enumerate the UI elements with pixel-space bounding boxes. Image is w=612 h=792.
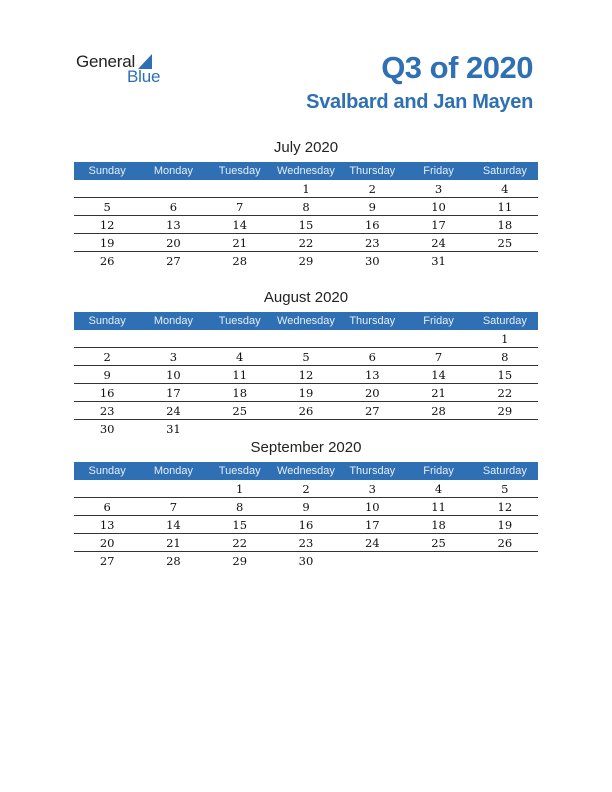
- day-cell: [339, 420, 405, 437]
- day-cell: 22: [298, 236, 314, 250]
- day-cell: 27: [166, 254, 181, 268]
- day-cell: 22: [497, 386, 513, 400]
- day-cell: 6: [169, 200, 178, 214]
- day-cell: 29: [298, 254, 314, 268]
- week-row: [74, 498, 538, 516]
- day-cell: 25: [232, 404, 248, 418]
- day-cell: 4: [236, 350, 244, 364]
- weekday-label: Sunday: [88, 315, 126, 327]
- week-row: [74, 234, 538, 252]
- day-cell: 18: [431, 518, 446, 532]
- day-cell: 2: [368, 182, 376, 196]
- day-cell: 1: [236, 482, 244, 496]
- weekday-label: Tuesday: [218, 315, 261, 327]
- day-cell: [273, 420, 339, 437]
- day-cell: 20: [364, 386, 380, 400]
- day-cell: [339, 330, 405, 347]
- weekday-label: Saturday: [482, 165, 527, 177]
- day-cell: 23: [99, 404, 115, 418]
- day-cell: 17: [364, 518, 380, 532]
- day-cell: [207, 330, 273, 347]
- day-cell: 5: [501, 482, 509, 496]
- weekday-label: Tuesday: [218, 465, 261, 477]
- day-cell: 6: [103, 500, 111, 514]
- day-cell: 28: [232, 254, 248, 268]
- month-calendar: [74, 137, 538, 269]
- week-row: [74, 330, 538, 348]
- week-row: [74, 216, 538, 234]
- week-row: [74, 252, 538, 269]
- day-cell: 17: [431, 218, 446, 232]
- day-cell: 21: [431, 386, 446, 400]
- week-row: [74, 516, 538, 534]
- page-subtitle: Svalbard and Jan Mayen: [306, 91, 533, 113]
- day-cell: [339, 552, 405, 569]
- weekday-label: Tuesday: [218, 165, 261, 177]
- day-cell: 5: [302, 350, 310, 364]
- day-cell: [405, 420, 471, 437]
- day-cell: 15: [232, 518, 248, 532]
- day-cell: 26: [298, 404, 314, 418]
- weekday-label: Monday: [153, 165, 193, 177]
- weekday-label: Saturday: [482, 315, 527, 327]
- day-cell: 30: [298, 554, 314, 568]
- day-cell: [472, 420, 538, 437]
- day-cell: 10: [364, 500, 380, 514]
- week-row: [74, 552, 538, 569]
- day-cell: 9: [302, 500, 310, 514]
- day-cell: 16: [99, 386, 115, 400]
- day-cell: [140, 330, 206, 347]
- day-cell: 13: [166, 218, 181, 232]
- weekday-label: Thursday: [349, 465, 396, 477]
- week-row: [74, 348, 538, 366]
- month-title: July 2020: [273, 139, 339, 156]
- week-row: [74, 402, 538, 420]
- day-cell: [472, 252, 538, 269]
- day-cell: 3: [434, 182, 443, 196]
- day-cell: 17: [166, 386, 181, 400]
- day-cell: 26: [497, 536, 513, 550]
- week-row: [74, 198, 538, 216]
- day-cell: 13: [99, 518, 115, 532]
- day-cell: 12: [298, 368, 314, 382]
- day-cell: 22: [232, 536, 248, 550]
- day-cell: 12: [497, 500, 513, 514]
- week-row: [74, 420, 538, 437]
- day-cell: 8: [302, 200, 310, 214]
- day-cell: 29: [497, 404, 513, 418]
- week-row: [74, 180, 538, 198]
- week-row: [74, 384, 538, 402]
- weekday-label: Thursday: [349, 315, 396, 327]
- weekday-label: Thursday: [349, 165, 396, 177]
- day-cell: 11: [431, 500, 446, 514]
- weekday-label: Saturday: [482, 465, 527, 477]
- weekday-header-row: [74, 312, 538, 330]
- day-cell: 18: [497, 218, 513, 232]
- day-cell: 14: [232, 218, 248, 232]
- month-title: August 2020: [263, 289, 349, 306]
- day-cell: [140, 480, 206, 497]
- day-cell: 28: [431, 404, 446, 418]
- week-row: [74, 534, 538, 552]
- day-cell: 18: [232, 386, 248, 400]
- day-cell: 23: [298, 536, 314, 550]
- page-title: Q3 of 2020: [381, 50, 533, 85]
- day-cell: 26: [99, 254, 115, 268]
- day-cell: 19: [497, 518, 513, 532]
- day-cell: 3: [169, 350, 178, 364]
- day-cell: 23: [364, 236, 380, 250]
- day-cell: 25: [431, 536, 446, 550]
- day-cell: 16: [364, 218, 380, 232]
- day-cell: [207, 180, 273, 197]
- logo-general-text: General: [76, 52, 136, 71]
- day-cell: 31: [166, 422, 181, 436]
- day-cell: 5: [103, 200, 111, 214]
- day-cell: 24: [166, 404, 181, 418]
- day-cell: 13: [364, 368, 380, 382]
- day-cell: 10: [166, 368, 181, 382]
- weekday-label: Monday: [153, 465, 193, 477]
- weekday-label: Wednesday: [277, 465, 335, 477]
- weekday-label: Wednesday: [277, 165, 335, 177]
- weekday-label: Sunday: [88, 465, 126, 477]
- day-cell: 15: [298, 218, 314, 232]
- day-cell: 27: [99, 554, 115, 568]
- day-cell: 6: [368, 350, 376, 364]
- day-cell: 30: [364, 254, 380, 268]
- day-cell: [74, 180, 140, 197]
- day-cell: 14: [166, 518, 181, 532]
- day-cell: 29: [232, 554, 248, 568]
- day-cell: 31: [431, 254, 446, 268]
- weekday-label: Wednesday: [277, 315, 335, 327]
- day-cell: 8: [501, 350, 509, 364]
- day-cell: 1: [302, 182, 310, 196]
- day-cell: 2: [103, 350, 111, 364]
- day-cell: 15: [497, 368, 513, 382]
- day-cell: 7: [169, 500, 178, 514]
- day-cell: [207, 420, 273, 437]
- month-title: September 2020: [250, 439, 362, 456]
- weekday-header-row: [74, 162, 538, 180]
- day-cell: 8: [236, 500, 244, 514]
- month-calendar: [74, 287, 538, 437]
- day-cell: [74, 480, 140, 497]
- weekday-label: Friday: [423, 165, 454, 177]
- day-cell: 19: [298, 386, 314, 400]
- day-cell: 30: [99, 422, 115, 436]
- day-cell: 7: [236, 200, 244, 214]
- day-cell: 12: [99, 218, 115, 232]
- day-cell: 19: [99, 236, 115, 250]
- day-cell: 9: [368, 200, 376, 214]
- weekday-label: Friday: [423, 465, 454, 477]
- day-cell: [472, 552, 538, 569]
- weekday-label: Friday: [423, 315, 454, 327]
- day-cell: 16: [298, 518, 314, 532]
- day-cell: 4: [501, 182, 509, 196]
- weekday-header-row: [74, 462, 538, 480]
- day-cell: 20: [166, 236, 181, 250]
- day-cell: 25: [497, 236, 513, 250]
- day-cell: 2: [302, 482, 310, 496]
- day-cell: 4: [434, 482, 443, 496]
- week-row: [74, 366, 538, 384]
- weekday-label: Sunday: [88, 165, 126, 177]
- day-cell: 24: [431, 236, 446, 250]
- day-cell: 21: [232, 236, 248, 250]
- day-cell: [74, 330, 140, 347]
- day-cell: 24: [364, 536, 380, 550]
- day-cell: 14: [431, 368, 446, 382]
- day-cell: [405, 552, 471, 569]
- day-cell: 28: [166, 554, 181, 568]
- day-cell: 20: [99, 536, 115, 550]
- day-cell: 11: [232, 368, 248, 382]
- month-calendar: [74, 437, 538, 569]
- day-cell: 21: [166, 536, 181, 550]
- day-cell: 9: [103, 368, 111, 382]
- day-cell: 27: [364, 404, 380, 418]
- week-row: [74, 480, 538, 498]
- weekday-label: Monday: [153, 315, 193, 327]
- day-cell: [405, 330, 471, 347]
- day-cell: [273, 330, 339, 347]
- logo-blue-text: Blue: [127, 67, 161, 86]
- day-cell: 7: [434, 350, 443, 364]
- day-cell: 3: [368, 482, 376, 496]
- generalblue-logo: [76, 52, 186, 92]
- day-cell: 10: [431, 200, 446, 214]
- day-cell: [140, 180, 206, 197]
- day-cell: 11: [497, 200, 513, 214]
- day-cell: 1: [501, 332, 509, 346]
